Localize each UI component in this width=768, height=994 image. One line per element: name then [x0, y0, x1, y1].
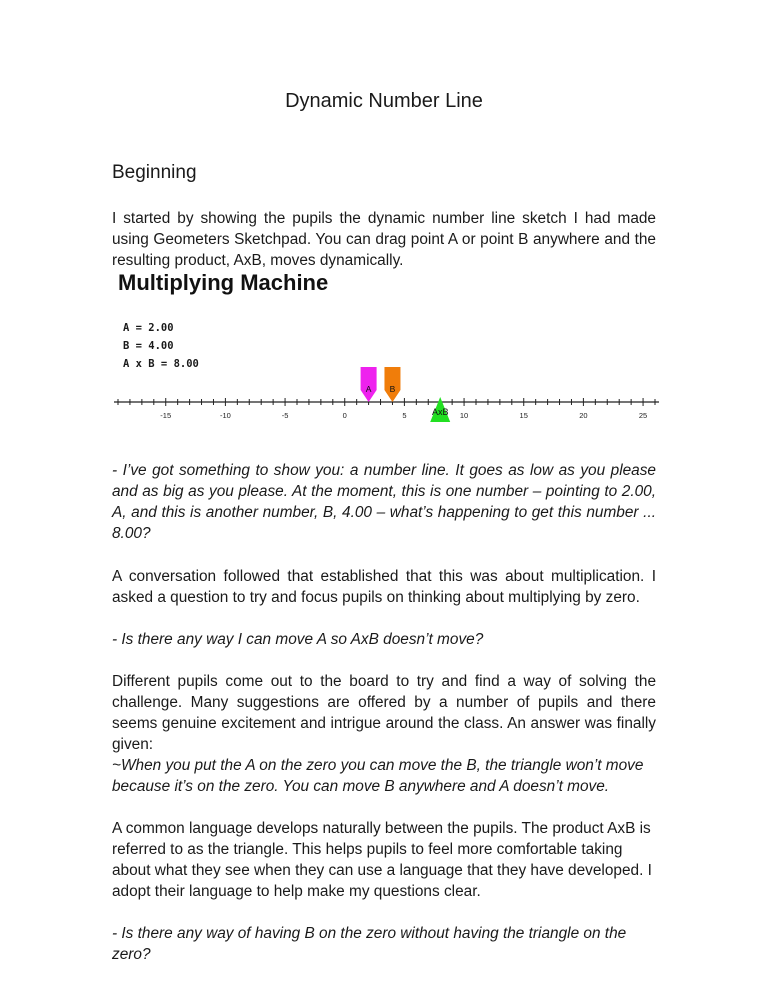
- marker-label-a: A: [365, 384, 372, 394]
- tick-label: 25: [638, 411, 648, 420]
- marker-label-product: AxB: [431, 407, 449, 417]
- tick-label: -15: [160, 411, 172, 420]
- figure-title: Multiplying Machine: [118, 270, 329, 295]
- paragraph-quote-1: - I’ve got something to show you: a number line. It goes as low as you please and as big as you please. At the moment, this is one number – pointing to 2.00, A, and this is another number, B, 4.00 – what’s happening to get this number ... 8.00?: [112, 462, 656, 542]
- paragraph-intro: I started by showing the pupils the dynamic number line sketch I had made using Geometers Sketchpad. You can drag point A or point B anywhere and the resulting product, AxB, moves dynamically.: [112, 210, 656, 269]
- readout-b: B = 4.00: [123, 340, 174, 352]
- paragraph-2: A conversation followed that established that this was about multiplication. I asked a question to try and focus pupils on thinking about multiplying by zero.: [112, 568, 656, 606]
- readout-a: A = 2.00: [123, 322, 174, 334]
- tick-label: 15: [519, 411, 528, 420]
- section-heading: Beginning: [112, 162, 197, 183]
- readout-product: A x B = 8.00: [123, 358, 199, 370]
- paragraph-quote-2: - Is there any way I can move A so AxB doesn’t move?: [112, 631, 484, 648]
- paragraph-quote-3: ~When you put the A on the zero you can move the B, the triangle won’t move because it’s on the zero. You can move B anywhere and A doesn’t move.: [112, 757, 644, 795]
- paragraph-4: A common language develops naturally between the pupils. The product AxB is referred to as the triangle. This helps pupils to feel more comfortable taking about what they see when they can use a language that they have developed. I adopt their language to help make my questions clear.: [112, 820, 652, 900]
- paragraph-quote-4: - Is there any way of having B on the zero without having the triangle on the zero?: [112, 925, 627, 963]
- tick-label: 5: [402, 411, 407, 420]
- number-line-figure: [110, 268, 660, 424]
- tick-label: 0: [342, 411, 347, 420]
- number-line: [110, 268, 660, 424]
- tick-label: 10: [459, 411, 469, 420]
- tick-label: 20: [579, 411, 588, 420]
- marker-label-b: B: [389, 384, 396, 394]
- page-title: Dynamic Number Line: [285, 90, 483, 112]
- tick-label: -5: [281, 411, 289, 420]
- paragraph-3: Different pupils come out to the board to try and find a way of solving the challenge. Many suggestions are offered by a number of pupils and there seems genuine excitement and intrigue around the class. An answer was finally given:: [112, 673, 656, 753]
- tick-label: -10: [219, 411, 231, 420]
